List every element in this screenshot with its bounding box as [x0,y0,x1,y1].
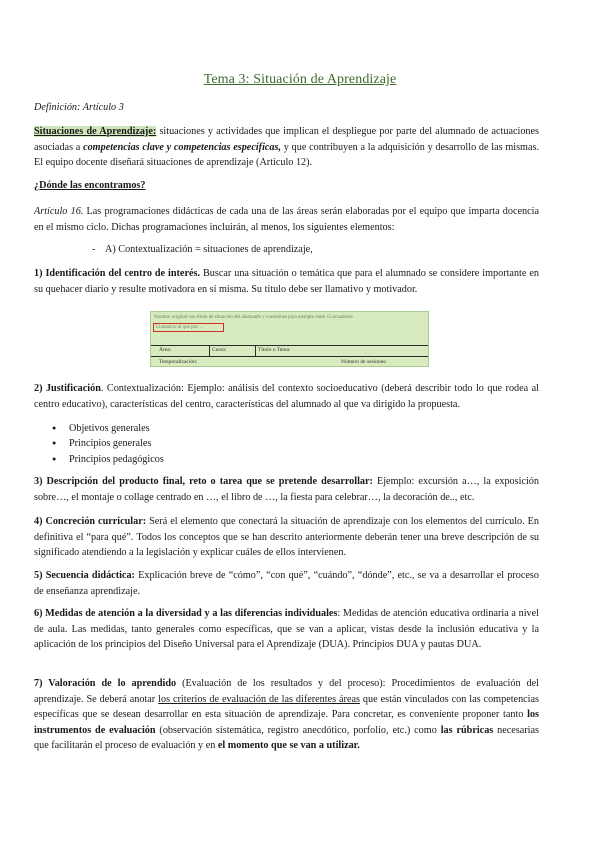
section-4-heading: 4) Concreción curricular: [34,516,147,527]
articulo16-paragraph: Artículo 16. Las programaciones didácticas de cada una de las áreas serán elaboradas por el equipo que imparta docencia en el mismo ciclo. Dichas programaciones incluirán, al menos, los siguientes elementos: [34,206,539,233]
template-image [150,311,429,367]
momento-emphasis: el momento que se van a utilizar. [217,740,360,752]
bullet-list [34,421,539,467]
situaciones-paragraph: Situaciones de Aprendizaje: situaciones y actividades que implican el despliegue por parte del alumnado de actuaciones asociadas a competencias clave y competencias específicas, y que contribuyen a la adquisición y desarrollo de las mismas. El equipo docente diseñará situaciones de aprendizaje (Artículo 12). [34,126,540,169]
list-item: ● Objetivos generales [69,421,539,436]
section-5-paragraph: 5) Secuencia didáctica: Explicación breve de “cómo”, “con qué”, “cuándo”, “dónde”, etc., se va a desarrollar el proceso de enseñanza aprendizaje. [34,570,539,597]
criterios-underlined: los criterios de evaluación de las diferentes áreas [158,693,360,705]
section-1-heading: 1) Identificación del centro de interés. [34,268,201,279]
section-2-paragraph: 2) Justificación. Contextualización: Ejemplo: análisis del contexto socioeducativo (deberá describir todo lo que rodea al centro educativo), características del centro, características del alumnado al que va dirigido la propuesta. [34,383,540,410]
rubricas-emphasis: las rúbricas [440,724,494,736]
instrumentos-emphasis: los instrumentos de evaluación [34,709,539,736]
template-cell-curso: Curso: [212,347,227,353]
list-item: ● Principios pedagógicos [69,452,539,467]
definition-label: Definición: Artículo 3 [34,102,124,113]
page-title: Tema 3: Situación de Aprendizaje [203,72,397,87]
dash-list-item: - A) Contextualización = situaciones de aprendizaje, [68,242,573,258]
template-cell-temporalizacion: Temporalización: [159,359,198,365]
highlighted-box: Llamativo al que por… [153,323,224,332]
template-cell-titulo: Título o Tema: [258,347,291,353]
section-7-paragraph: 7) Valoración de lo aprendido (Evaluación de los resultados y del proceso): Procedimientos de evaluación del aprendizaje. Se deberá anotar los criterios de evaluación de las diferentes áreas que están vinculados con las competencias específicas que se desean desarrollar en esta situación de aprendizaje. Para concretar, es conveniente proponer tanto los instrumentos de evaluación (observación sistemática, registro anecdótico, porfolio, etc.) como las rúbricas necesarias que facilitarán el proceso de evaluación y en el momento que se van a utilizar. [34,678,539,752]
section-5-heading: 5) Secuencia didáctica: [34,570,135,581]
section-3-paragraph: 3) Descripción del producto final, reto o tarea que se pretende desarrollar: Ejemplo: excursión a…, la exposición sobre…, el montaje o collage centrado en …, el libro de …, la fiesta para celebrar…, la decoración de.., etc. [34,476,539,503]
section-3-heading: 3) Descripción del producto final, reto o tarea que se pretende desarrollar: [34,476,373,487]
list-item: ● Principios generales [69,436,539,451]
articulo16-ref: Artículo 16. [34,206,84,217]
section-6-paragraph: 6) Medidas de atención a la diversidad y a las diferencias individuales: Medidas de atención educativa ordinaria a nivel de aula. Las medidas, tanto generales como específicas, que se van a aplicar, vistas desde la inclusión educativa y la aplicación de los principios del Diseño Universal para el Aprendizaje (DUA). Principios DUA y pautas DUA. [34,608,539,651]
section-heading-donde: ¿Dónde las encontramos? [34,180,146,191]
section-1-paragraph: 1) Identificación del centro de interés. Buscar una situación o temática que para el alumnado se considere importante en su quehacer diario y resulte motivadora en sí misma. Su título debe ser llamativo y motivador. [34,268,539,295]
situaciones-term: Situaciones de Aprendizaje: [34,126,157,137]
template-caption: Nombre original con título de situación del alumnado y cuestiones para ejemplo entre 15 ecuadores [154,315,353,320]
section-2-heading: 2) Justificación [34,383,101,394]
section-4-paragraph: 4) Concreción curricular: Será el elemento que conectará la situación de aprendizaje con los elementos del currículo. En definitiva el “para qué”. Todos los conceptos que se han descrito anteriormente deberán tener una breve descripción de su significado atendiendo a la legislación y explicar cuáles de ellos intervienen. [34,516,539,559]
section-7-heading: 7) Valoración de lo aprendido [34,678,177,689]
competencias-emphasis: competencias clave y competencias específicas, [83,141,282,153]
template-cell-area: Área: [159,347,172,353]
section-6-heading: 6) Medidas de atención a la diversidad y a las diferencias individuales [34,608,338,619]
template-cell-sesiones: Número de sesiones: [341,359,387,365]
